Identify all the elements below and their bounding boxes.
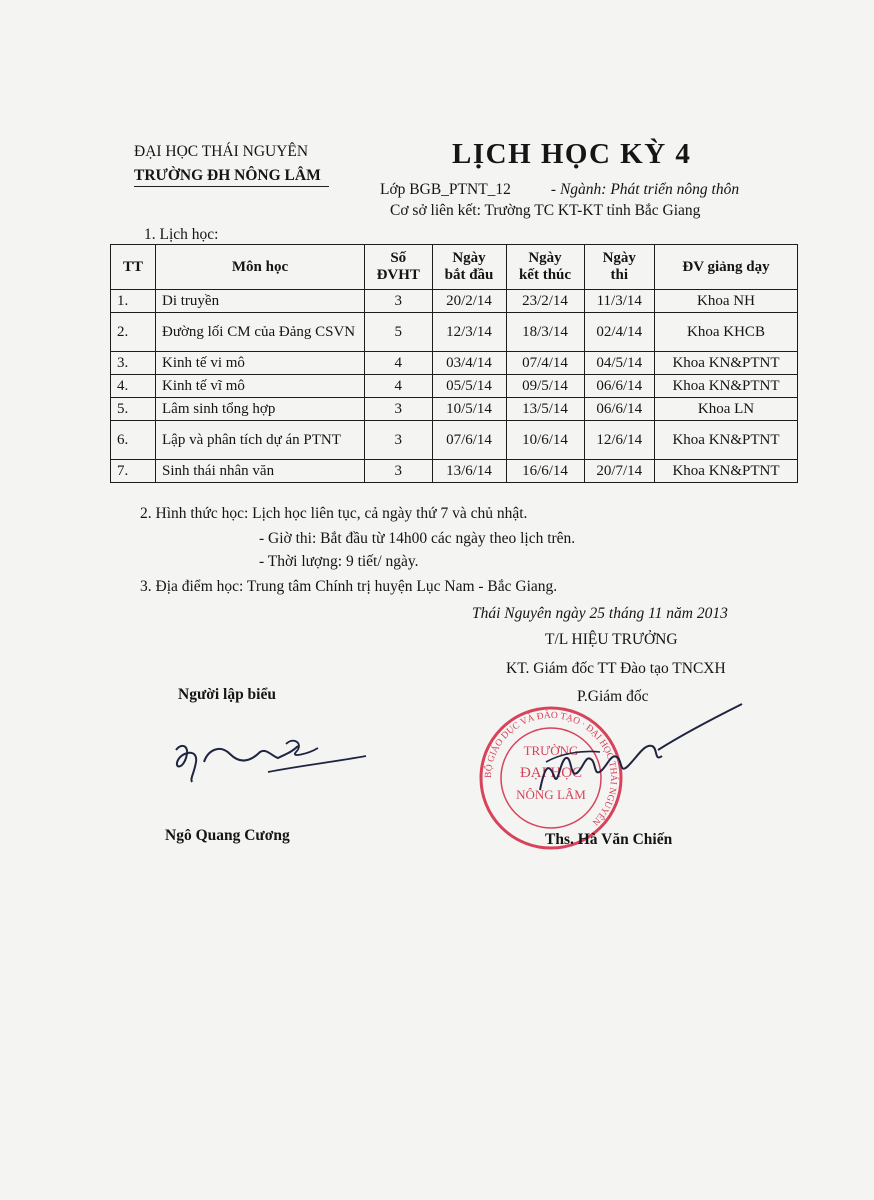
school-name: TRƯỜNG ĐH NÔNG LÂM <box>134 167 321 184</box>
col-header-exam: Ngày thi <box>584 245 655 290</box>
university-name: ĐẠI HỌC THÁI NGUYÊN <box>134 143 309 160</box>
cell-tt: 6. <box>111 421 156 460</box>
cell-subject: Kinh tế vĩ mô <box>156 375 365 398</box>
cell-tt: 3. <box>111 352 156 375</box>
maker-signature <box>168 722 368 792</box>
table-row <box>111 398 798 421</box>
section-3-location: 3. Địa điểm học: Trung tâm Chính trị huyện Lục Nam - Bắc Giang. <box>140 578 558 595</box>
cell-exam: 11/3/14 <box>584 290 655 313</box>
cell-exam: 12/6/14 <box>584 421 655 460</box>
cell-start: 03/4/14 <box>432 352 506 375</box>
cell-credits: 4 <box>365 352 433 375</box>
cell-dept: Khoa KHCB <box>655 313 798 352</box>
section-1-heading: 1. Lịch học: <box>144 226 219 243</box>
cell-start: 20/2/14 <box>432 290 506 313</box>
cell-start: 12/3/14 <box>432 313 506 352</box>
major: - Ngành: Phát triển nông thôn <box>550 181 740 198</box>
signing-date: Thái Nguyên ngày 25 tháng 11 năm 2013 <box>472 605 728 622</box>
campus-line: Cơ sở liên kết: Trường TC KT-KT tỉnh Bắc Giang <box>390 202 701 219</box>
table-row <box>111 375 798 398</box>
cell-end: 09/5/14 <box>506 375 584 398</box>
col-header-tt: TT <box>111 245 156 290</box>
seal-line-1: TRƯỜNG <box>523 743 579 758</box>
schedule-table <box>110 244 798 483</box>
cell-credits: 3 <box>365 290 433 313</box>
cell-tt: 5. <box>111 398 156 421</box>
cell-exam: 02/4/14 <box>584 313 655 352</box>
cell-start: 13/6/14 <box>432 460 506 483</box>
cell-tt: 7. <box>111 460 156 483</box>
seal-line-3: NÔNG LÂM <box>516 787 586 802</box>
cell-dept: Khoa KN&PTNT <box>655 421 798 460</box>
cell-end: 18/3/14 <box>506 313 584 352</box>
cell-end: 16/6/14 <box>506 460 584 483</box>
cell-dept: Khoa LN <box>655 398 798 421</box>
cell-exam: 06/6/14 <box>584 375 655 398</box>
signer-name: Ths. Hà Văn Chiến <box>545 831 673 848</box>
section-2-format: 2. Hình thức học: Lịch học liên tục, cả ngày thứ 7 và chủ nhật. <box>140 505 528 522</box>
cell-exam: 20/7/14 <box>584 460 655 483</box>
col-header-subject: Môn học <box>156 245 365 290</box>
cell-end: 07/4/14 <box>506 352 584 375</box>
cell-subject: Kinh tế vi mô <box>156 352 365 375</box>
cell-credits: 4 <box>365 375 433 398</box>
document-title: LỊCH HỌC KỲ 4 <box>452 138 692 170</box>
col-header-credits: Số ĐVHT <box>365 245 433 290</box>
cell-subject: Di truyền <box>156 290 365 313</box>
cell-tt: 4. <box>111 375 156 398</box>
cell-exam: 06/6/14 <box>584 398 655 421</box>
col-header-start: Ngày bắt đầu <box>432 245 506 290</box>
cell-tt: 1. <box>111 290 156 313</box>
table-row <box>111 460 798 483</box>
cell-credits: 3 <box>365 460 433 483</box>
cell-start: 10/5/14 <box>432 398 506 421</box>
cell-credits: 3 <box>365 398 433 421</box>
cell-dept: Khoa KN&PTNT <box>655 375 798 398</box>
maker-label: Người lập biểu <box>178 686 276 703</box>
cell-start: 05/5/14 <box>432 375 506 398</box>
cell-dept: Khoa KN&PTNT <box>655 352 798 375</box>
cell-end: 23/2/14 <box>506 290 584 313</box>
cell-subject: Đường lối CM của Đảng CSVN <box>156 313 365 352</box>
class-code: Lớp BGB_PTNT_12 <box>380 181 511 198</box>
cell-credits: 5 <box>365 313 433 352</box>
class-line <box>380 181 739 199</box>
table-row <box>111 352 798 375</box>
table-row <box>111 290 798 313</box>
cell-dept: Khoa NH <box>655 290 798 313</box>
seal-ring-text: BỘ GIÁO DỤC VÀ ĐÀO TẠO · ĐẠI HỌC THÁI NGUYÊN <box>483 710 619 827</box>
signer-role-2: KT. Giám đốc TT Đào tạo TNCXH <box>506 660 726 677</box>
signer-role-3: P.Giám đốc <box>577 688 649 705</box>
cell-end: 10/6/14 <box>506 421 584 460</box>
col-header-dept: ĐV giảng dạy <box>655 245 798 290</box>
cell-exam: 04/5/14 <box>584 352 655 375</box>
table-row <box>111 421 798 460</box>
cell-subject: Lập và phân tích dự án PTNT <box>156 421 365 460</box>
cell-tt: 2. <box>111 313 156 352</box>
director-signature <box>520 700 750 810</box>
cell-subject: Lâm sinh tổng hợp <box>156 398 365 421</box>
signer-role-1: T/L HIỆU TRƯỞNG <box>545 631 678 648</box>
cell-dept: Khoa KN&PTNT <box>655 460 798 483</box>
cell-credits: 3 <box>365 421 433 460</box>
section-2-duration: - Thời lượng: 9 tiết/ ngày. <box>259 553 419 570</box>
maker-name: Ngô Quang Cương <box>165 827 290 844</box>
seal-line-2: ĐẠI HỌC <box>519 765 583 781</box>
section-2-exam-time: - Giờ thi: Bắt đầu từ 14h00 các ngày theo lịch trên. <box>259 530 576 547</box>
cell-subject: Sinh thái nhân văn <box>156 460 365 483</box>
school-underline <box>134 186 329 187</box>
col-header-end: Ngày kết thúc <box>506 245 584 290</box>
cell-end: 13/5/14 <box>506 398 584 421</box>
table-header-row <box>111 245 798 290</box>
table-row <box>111 313 798 352</box>
cell-start: 07/6/14 <box>432 421 506 460</box>
